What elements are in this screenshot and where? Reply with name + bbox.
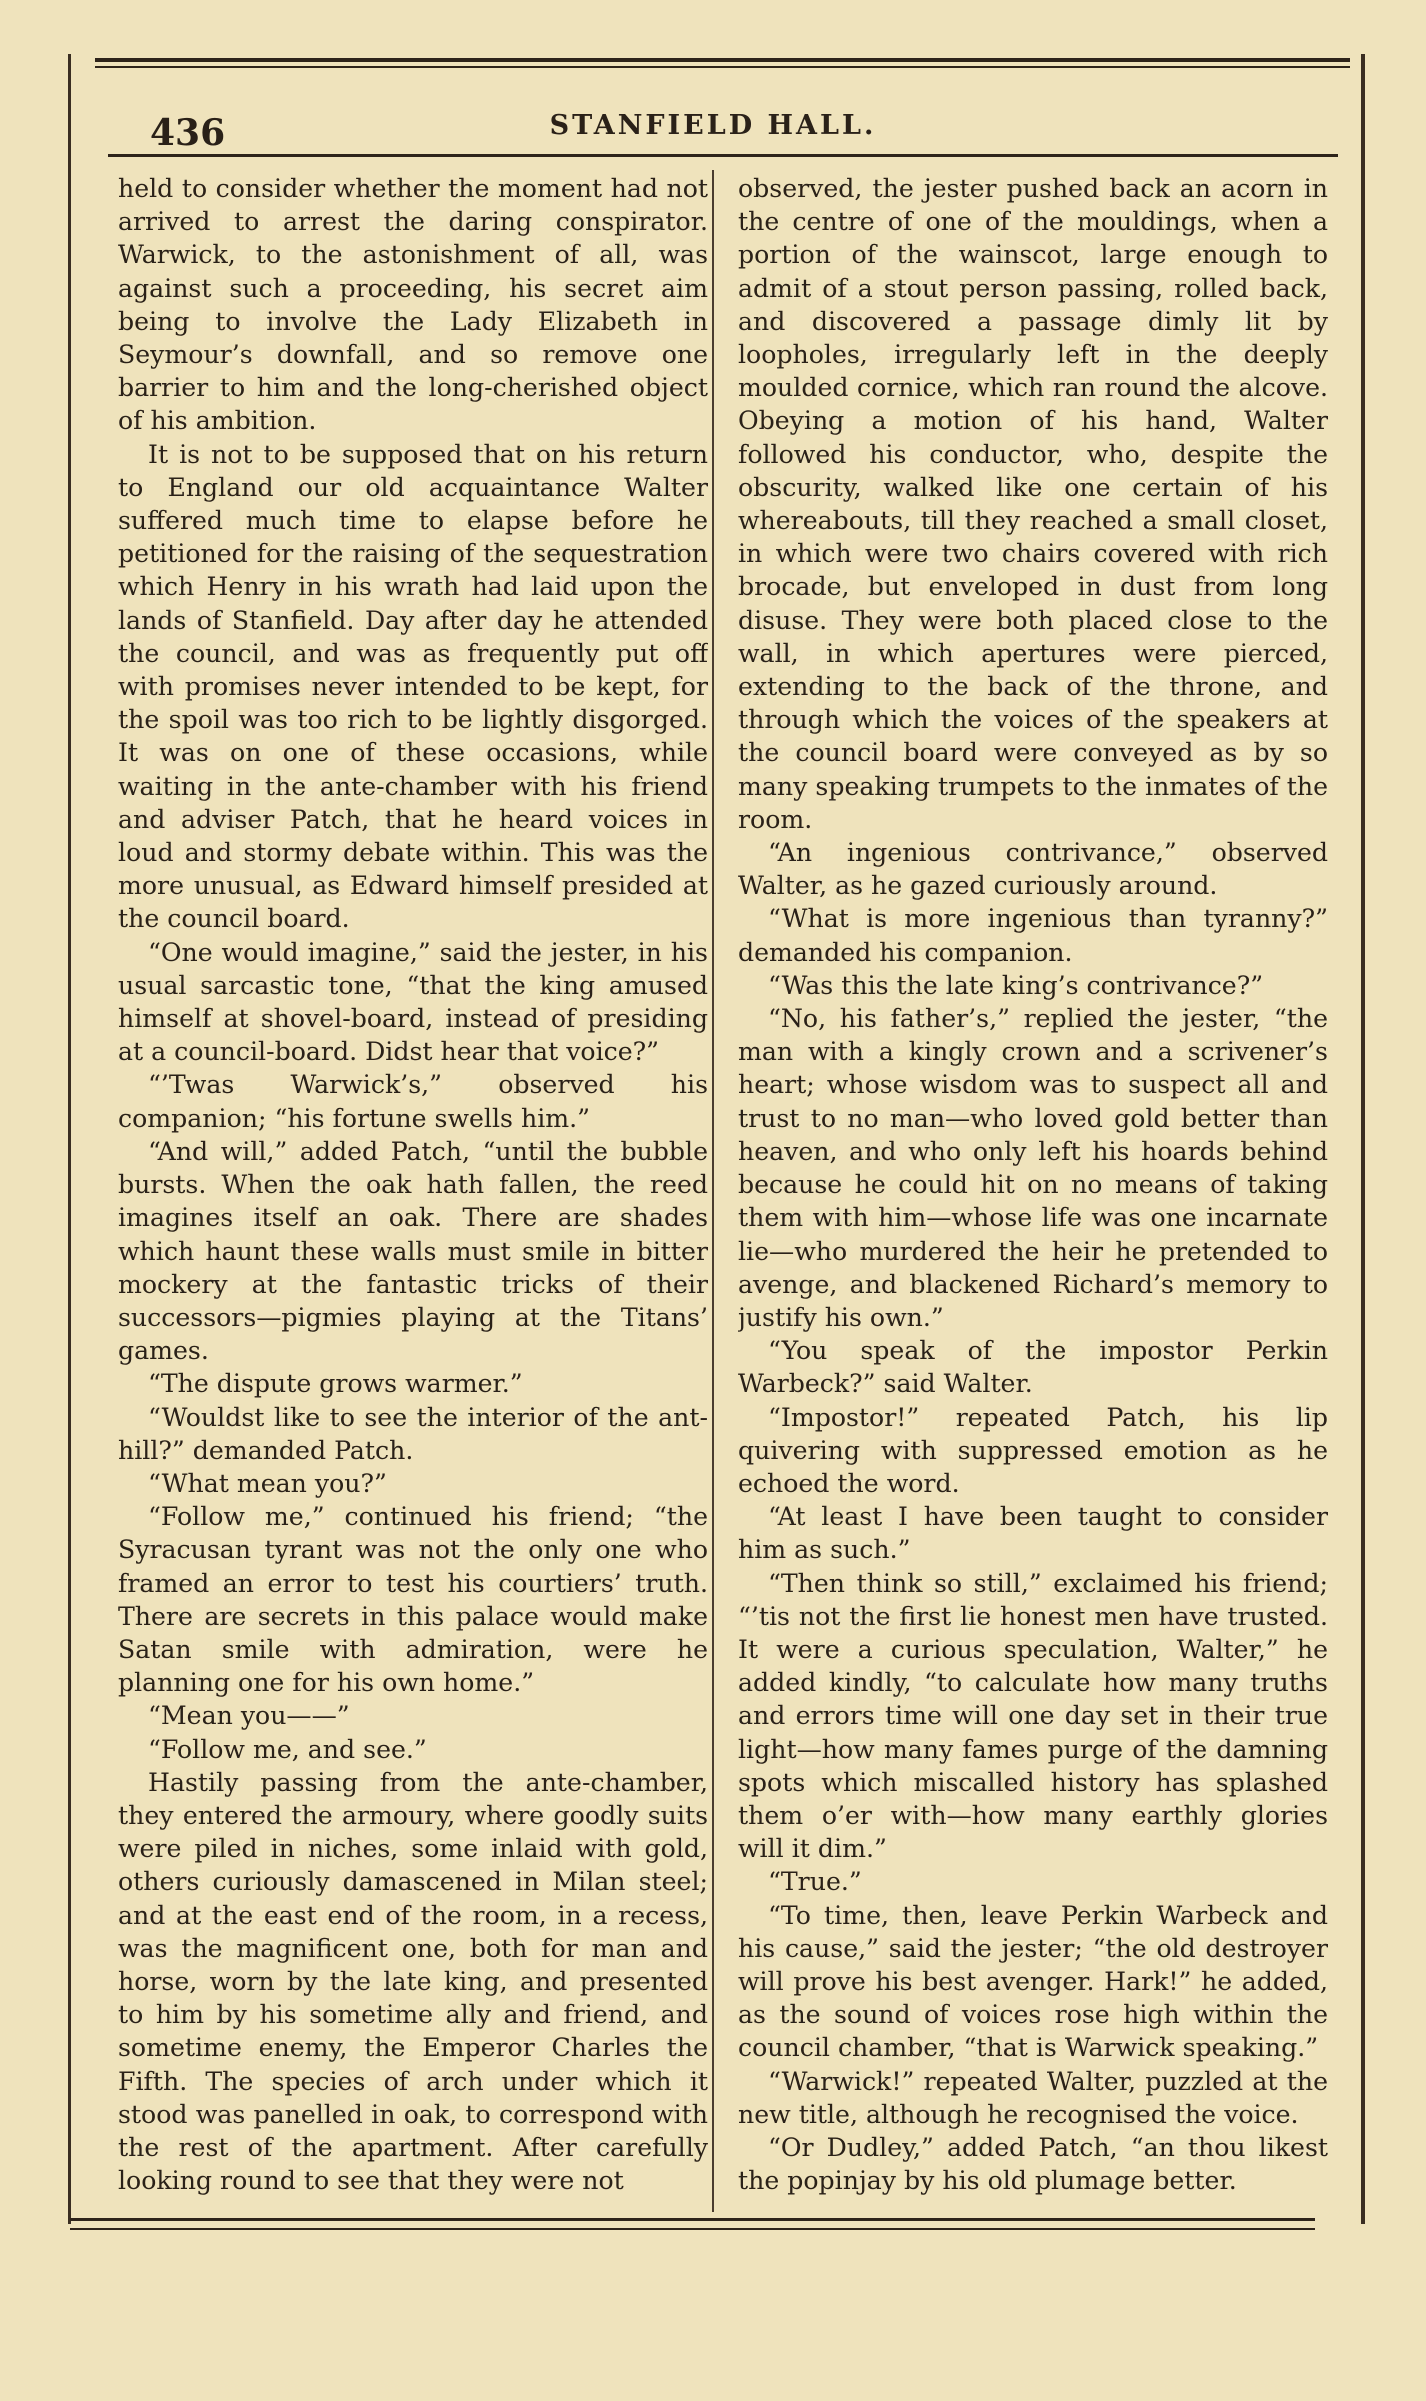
left-column <box>118 172 708 2212</box>
paragraph: “Impostor!” repeated Patch, his lip quivering with suppressed emotion as he echoed the word. <box>738 1402 1328 1498</box>
paragraph: “True.” <box>768 1867 862 1897</box>
paragraph: “What mean you?” <box>148 1468 387 1498</box>
top-rule <box>95 58 1350 62</box>
paragraph: “You speak of the impostor Perkin Warbeck?” said Walter. <box>738 1336 1328 1399</box>
top-rule-thin <box>95 66 1350 68</box>
paragraph: “Wouldst like to see the interior of the ant-hill?” demanded Patch. <box>118 1402 708 1465</box>
paragraph: “One would imagine,” said the jester, in his usual sarcastic tone, “that the king amused himself at shovel-board, instead of presiding at a council-board. Didst hear that voice?” <box>118 937 708 1067</box>
paragraph: “No, his father’s,” replied the jester, “the man with a kingly crown and a scrivener’s heart; whose wisdom was to suspect all and trust to no man—who loved gold better than heaven, and who only left his hoards behind because he could hit on no means of taking them with him—whose life was one incarnate lie—who murdered the heir he pretended to avenge, and blackened Richard’s memory to justify his own.” <box>738 1004 1328 1332</box>
paragraph: observed, the jester pushed back an acorn in the centre of one of the mouldings, when a portion of the wainscot, large enough to admit of a stout person passing, rolled back, and discovered a passage dimly lit by loopholes, irregularly left in the deeply moulded cornice, which ran round the alcove. Obeying a motion of his hand, Walter followed his conductor, who, despite the obscurity, walked like one certain of his whereabouts, till they reached a small closet, in which were two chairs covered with rich brocade, but enveloped in dust from long disuse. They were both placed close to the wall, in which apertures were pierced, extending to the back of the throne, and through which the voices of the speakers at the council board were conveyed as by so many speaking trumpets to the inmates of the room. <box>738 174 1328 834</box>
paragraph: “At least I have been taught to consider him as such.” <box>738 1502 1328 1565</box>
paragraph: “An ingenious contrivance,” observed Walter, as he gazed curiously around. <box>738 838 1328 901</box>
paragraph: “The dispute grows warmer.” <box>148 1369 523 1399</box>
page-number: 436 <box>150 112 226 154</box>
paragraph: Hastily passing from the ante-chamber, they entered the armoury, where goodly suits were piled in niches, some inlaid with gold, others curiously damascened in Milan steel; and at the east end of the room, in a recess, was the magnificent one, both for man and horse, worn by the late king, and presented to him by his sometime ally and friend, and sometime enemy, the Emperor Charles the Fifth. The species of arch under which it stood was panelled in oak, to correspond with the rest of the apartment. After carefully looking round to see that they were not <box>118 1767 708 2196</box>
paragraph: “Or Dudley,” added Patch, “an thou likest the popinjay by his old plumage better. <box>738 2132 1328 2196</box>
paragraph: “Follow me,” continued his friend; “the Syracusan tyrant was not the only one who framed an error to test his courtiers’ truth. There are secrets in this palace would make Satan smile with admiration, were he planning one for his own home.” <box>118 1502 708 1698</box>
paragraph: “Was this the late king’s contrivance?” <box>768 970 1264 1000</box>
paragraph: “Follow me, and see.” <box>148 1734 427 1764</box>
bottom-rule-thin <box>70 2228 1315 2230</box>
paragraph: held to consider whether the moment had not arrived to arrest the daring conspirator. Warwick, to the astonishment of all, was against such a proceeding, his secret aim being to involve the Lady Elizabeth in Seymour’s downfall, and so remove one barrier to him and the long-cherished object of his ambition. <box>118 174 708 436</box>
paragraph: “Warwick!” repeated Walter, puzzled at the new title, although he recognised the voice. <box>738 2066 1328 2129</box>
paragraph: It is not to be supposed that on his return to England our old acquaintance Walter suffered much time to elapse before he petitioned for the raising of the sequestration which Henry in his wrath had laid upon the lands of Stanfield. Day after day he attended the council, and was as frequently put off with promises never intended to be kept, for the spoil was too rich to be lightly disgorged. It was on one of these occasions, while waiting in the ante-chamber with his friend and adviser Patch, that he heard voices in loud and stormy debate within. This was the more unusual, as Edward himself presided at the council board. <box>118 439 708 934</box>
paragraph: “What is more ingenious than tyranny?” demanded his companion. <box>738 904 1328 967</box>
paragraph: “Mean you——” <box>148 1701 350 1731</box>
paragraph: “To time, then, leave Perkin Warbeck and his cause,” said the jester; “the old destroyer will prove his best avenger. Hark!” he added, as the sound of voices rose high within the council chamber, “that is Warwick speaking.” <box>738 1900 1328 2063</box>
right-column <box>738 172 1328 2212</box>
header-rule <box>108 154 1338 157</box>
bottom-rule <box>70 2218 1315 2221</box>
paragraph: “Then think so still,” exclaimed his friend; “’tis not the first lie honest men have trusted. It were a curious speculation, Walter,” he added kindly, “to calculate how many truths and errors time will one day set in their true light—how many fames purge of the damning spots which miscalled history has splashed them o’er with—how many earthly glories will it dim.” <box>738 1568 1328 1864</box>
column-divider <box>712 170 714 2212</box>
paragraph: “And will,” added Patch, “until the bubble bursts. When the oak hath fallen, the reed imagines itself an oak. There are shades which haunt these walls must smile in bitter mockery at the fantastic tricks of their successors—pigmies playing at the Titans’ games. <box>118 1136 708 1366</box>
running-title: STANFIELD HALL. <box>549 110 877 141</box>
paragraph: “’Twas Warwick’s,” observed his companion; “his fortune swells him.” <box>118 1070 708 1133</box>
